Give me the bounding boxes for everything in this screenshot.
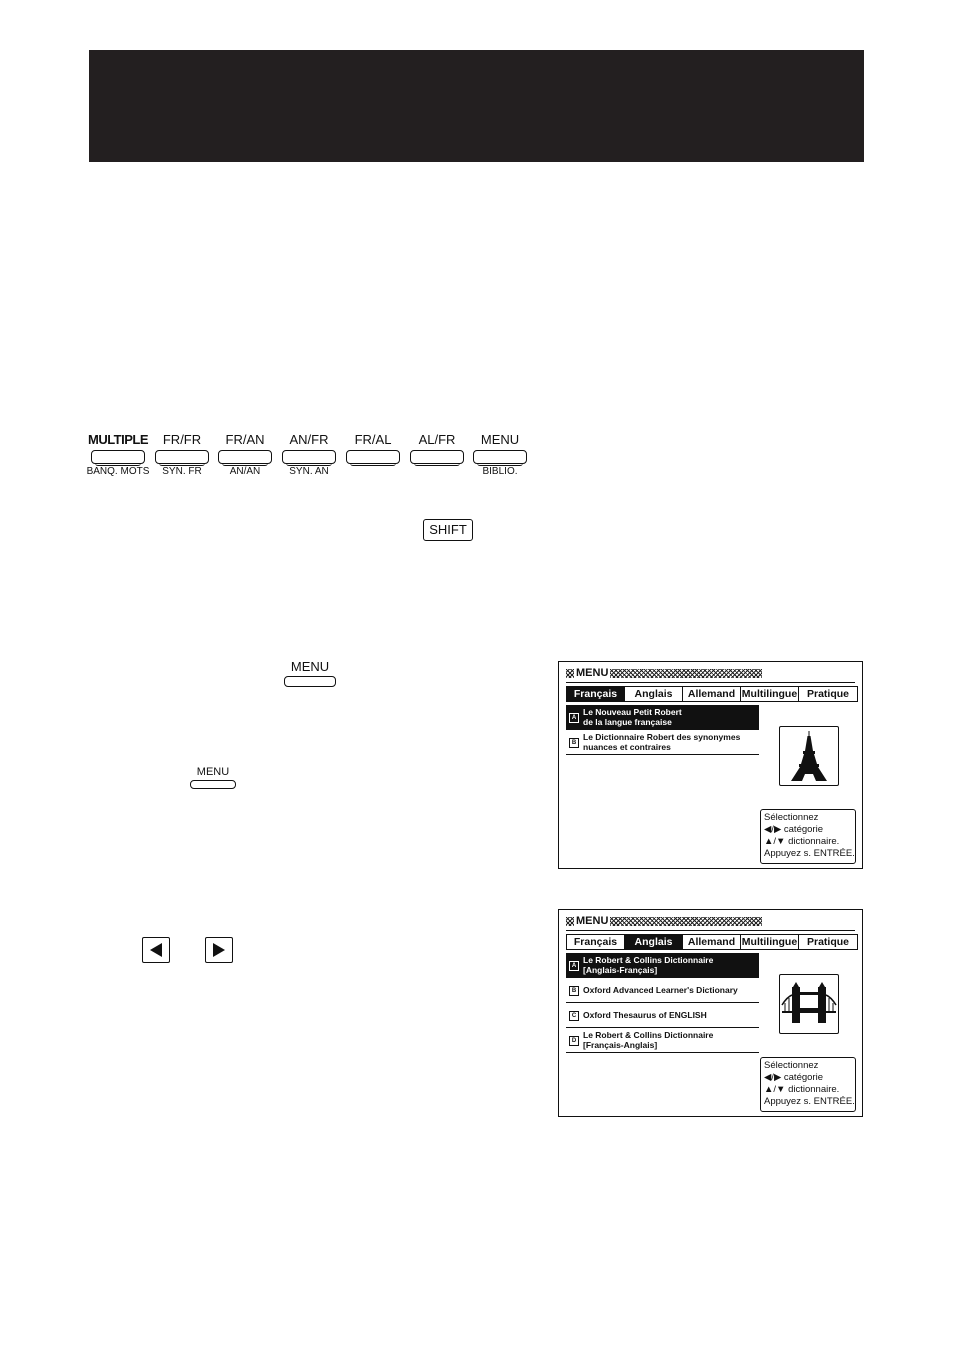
key-cap — [473, 450, 527, 464]
key-shift-label: SYN. FR — [162, 466, 202, 477]
hint-line4: Appuyez s. ENTRÉE. — [764, 1096, 855, 1107]
key-cap — [284, 676, 336, 687]
entry-line1: Le Robert & Collins Dictionnaire — [583, 1030, 714, 1040]
header-bar — [89, 50, 864, 162]
right-arrow-key[interactable] — [205, 937, 233, 963]
shift-key[interactable]: SHIFT — [423, 519, 473, 541]
key-label: FR/FR — [162, 432, 202, 447]
hatch-pattern — [610, 669, 762, 678]
list-item[interactable] — [566, 978, 759, 1003]
hint-line2: ◀/▶ catégorie — [764, 1072, 823, 1083]
key-fr-al[interactable] — [345, 432, 401, 482]
key-al-fr[interactable] — [409, 432, 465, 482]
dictionary-index-icon: C — [569, 1011, 579, 1021]
key-label: FR/AL — [354, 432, 392, 447]
entry-line2: [Anglais-Français] — [583, 965, 658, 975]
tab-francais[interactable]: Français — [566, 934, 625, 950]
key-shift-label: BIBLIO. — [482, 466, 518, 477]
entry-line2: nuances et contraires — [583, 742, 671, 752]
category-tabs — [566, 686, 857, 702]
instruction-box — [760, 1057, 856, 1112]
dictionary-index-icon: B — [569, 986, 579, 996]
key-multiple[interactable] — [86, 432, 150, 482]
tower-bridge-icon — [779, 974, 839, 1034]
dictionary-index-icon: B — [569, 738, 579, 748]
key-shift-label: BANQ. MOTS — [86, 466, 150, 477]
key-cap — [190, 780, 236, 789]
divider — [566, 682, 855, 683]
hatch-pattern — [566, 669, 574, 678]
menu-key-inline-small[interactable] — [190, 766, 236, 789]
key-shift-label: SYN. AN — [289, 466, 329, 477]
tab-francais[interactable]: Français — [566, 686, 625, 702]
key-shift-label: AN/AN — [229, 466, 261, 477]
key-label: MENU — [480, 432, 520, 447]
lcd-screen-anglais — [558, 909, 863, 1117]
menu-key-inline[interactable] — [284, 660, 336, 687]
instruction-box — [760, 809, 856, 864]
key-fr-fr[interactable] — [154, 432, 210, 482]
tab-pratique[interactable]: Pratique — [798, 934, 858, 950]
tab-anglais[interactable]: Anglais — [624, 686, 683, 702]
dictionary-index-icon: A — [569, 961, 579, 971]
key-cap — [218, 450, 272, 464]
list-item[interactable] — [566, 705, 759, 730]
dictionary-list — [566, 705, 759, 755]
hatch-pattern — [610, 917, 762, 926]
key-label: MULTIPLE — [87, 432, 149, 447]
key-label: FR/AN — [225, 432, 265, 447]
key-label: AN/FR — [289, 432, 329, 447]
tab-allemand[interactable]: Allemand — [682, 686, 741, 702]
tab-allemand[interactable]: Allemand — [682, 934, 741, 950]
entry-line1: Oxford Thesaurus of ENGLISH — [583, 1010, 707, 1020]
hint-line2: ◀/▶ catégorie — [764, 824, 823, 835]
dictionary-index-icon: A — [569, 713, 579, 723]
entry-line1: Le Robert & Collins Dictionnaire — [583, 955, 714, 965]
divider — [566, 930, 855, 931]
hint-line4: Appuyez s. ENTRÉE. — [764, 848, 855, 859]
entry-line1: Oxford Advanced Learner's Dictionary — [583, 985, 738, 995]
key-cap — [282, 450, 336, 464]
list-item[interactable] — [566, 730, 759, 755]
hatch-pattern — [566, 917, 574, 926]
list-item[interactable] — [566, 953, 759, 978]
tab-pratique[interactable]: Pratique — [798, 686, 858, 702]
key-label: AL/FR — [418, 432, 456, 447]
left-arrow-key[interactable] — [142, 937, 170, 963]
hint-line1: Sélectionnez — [764, 1060, 819, 1071]
screen-title-text: MENU — [576, 667, 609, 679]
key-fr-an[interactable] — [217, 432, 273, 482]
key-cap — [346, 450, 400, 464]
key-cap — [410, 450, 464, 464]
entry-line2: de la langue française — [583, 717, 672, 727]
screen-title — [566, 667, 762, 680]
key-an-fr[interactable] — [281, 432, 337, 482]
hint-line3: ▲/▼ dictionnaire. — [764, 1084, 840, 1095]
tab-multilingue[interactable]: Multilingue — [741, 688, 798, 700]
hint-line3: ▲/▼ dictionnaire. — [764, 836, 840, 847]
dictionary-list — [566, 953, 759, 1053]
eiffel-tower-icon — [779, 726, 839, 786]
key-cap — [155, 450, 209, 464]
list-item[interactable] — [566, 1028, 759, 1053]
tab-multilingue[interactable]: Multilingue — [741, 936, 798, 948]
dictionary-index-icon: D — [569, 1036, 579, 1046]
key-menu[interactable] — [472, 432, 528, 482]
key-cap — [91, 450, 145, 464]
left-triangle-icon — [149, 942, 163, 958]
hint-line1: Sélectionnez — [764, 812, 819, 823]
right-triangle-icon — [212, 942, 226, 958]
screen-title — [566, 915, 762, 928]
menu-key-label: MENU — [290, 659, 330, 674]
tab-anglais[interactable]: Anglais — [624, 934, 683, 950]
dictionary-key-row — [87, 432, 537, 482]
tower-bridge-drawing — [780, 975, 838, 1033]
screen-title-text: MENU — [576, 915, 609, 927]
eiffel-tower-drawing — [780, 727, 838, 785]
list-item[interactable] — [566, 1003, 759, 1028]
entry-line1: Le Nouveau Petit Robert — [583, 707, 682, 717]
menu-key-label: MENU — [196, 766, 230, 778]
lcd-screen-francais — [558, 661, 863, 869]
entry-line2: [Français-Anglais] — [583, 1040, 658, 1050]
entry-line1: Le Dictionnaire Robert des synonymes — [583, 732, 741, 742]
category-tabs — [566, 934, 857, 950]
